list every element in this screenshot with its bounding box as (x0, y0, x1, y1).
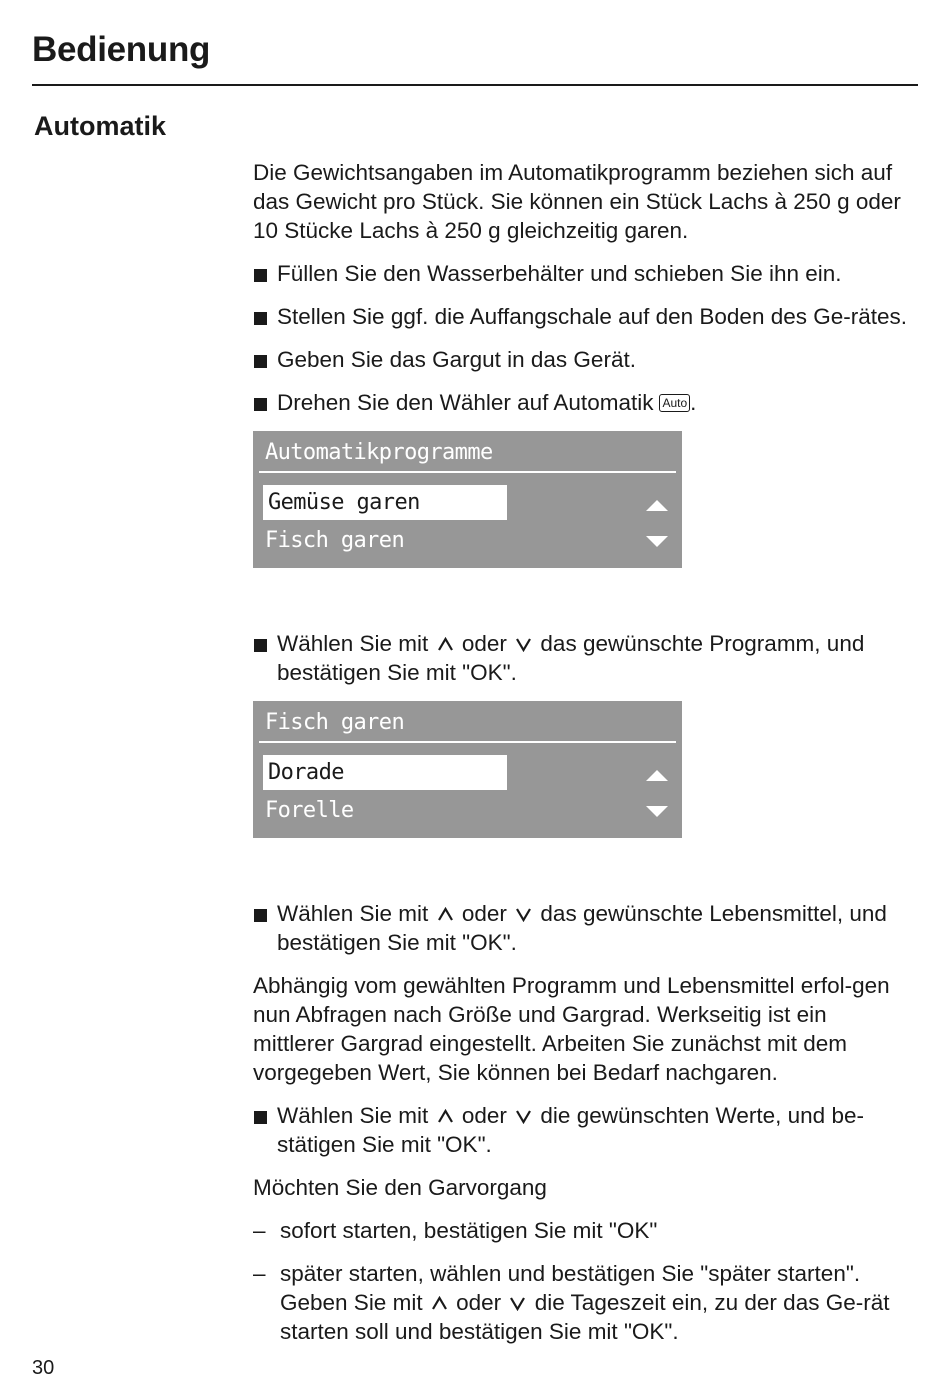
display-next-item: Fisch garen (265, 528, 405, 553)
display-title: Fisch garen (265, 710, 405, 735)
text-segment: Wählen Sie mit (277, 901, 429, 926)
display-food-list (253, 701, 682, 838)
step-fill-water: Füllen Sie den Wasserbehälter und schieben Sie ihn ein. (253, 259, 913, 288)
chevron-up-icon (437, 637, 454, 652)
page-header-title: Bedienung (32, 30, 211, 69)
section-title: Automatik (34, 111, 167, 141)
turn-dial-end: . (690, 390, 697, 415)
chevron-down-icon (515, 1109, 532, 1124)
header-divider (32, 84, 918, 86)
option-start-later (253, 1259, 913, 1346)
text-segment: oder (456, 1290, 502, 1315)
triangle-up-icon (646, 499, 668, 511)
step-choose-food (253, 899, 913, 957)
text-segment: die gewünschten Werte, und be-stätigen Sie mit "OK". (277, 1103, 864, 1157)
display-program-list (253, 431, 682, 568)
start-question: Möchten Sie den Garvorgang (253, 1175, 547, 1200)
step-drip-tray: Stellen Sie ggf. die Auffangschale auf den Boden des Ge-rätes. (253, 302, 913, 331)
chevron-up-icon (431, 1296, 448, 1311)
display-selected-item: Dorade (263, 755, 507, 790)
text-segment: oder (461, 901, 507, 926)
intro-paragraph: Die Gewichtsangaben im Automatikprogramm beziehen sich auf das Gewicht pro Stück. Sie können ein Stück Lachs à 250 g oder 10 Stücke Lachs à 250 g gleichzeitig garen. (253, 160, 901, 243)
step-choose-program (253, 629, 913, 687)
text-segment: Wählen Sie mit (277, 1103, 429, 1128)
text-segment: später starten, wählen und bestätigen Sie "später starten". Geben Sie mit (280, 1261, 861, 1315)
content-column (253, 158, 913, 1360)
chevron-down-icon (509, 1296, 526, 1311)
chevron-down-icon (515, 907, 532, 922)
display-next-item: Forelle (265, 798, 354, 823)
page-number: 30 (32, 1357, 55, 1379)
display-title: Automatikprogramme (265, 440, 493, 465)
option-start-now: – sofort starten, bestätigen Sie mit "OK" (253, 1216, 913, 1245)
triangle-down-icon (646, 536, 668, 548)
turn-dial-text: Drehen Sie den Wähler auf Automatik (277, 390, 654, 415)
display-divider (259, 471, 676, 473)
chevron-up-icon (437, 1109, 454, 1124)
triangle-up-icon (646, 769, 668, 781)
text-segment: das gewünschte Programm, und bestätigen Sie mit "OK". (277, 631, 865, 685)
display-divider (259, 741, 676, 743)
auto-mode-icon: Auto (659, 394, 690, 412)
triangle-down-icon (646, 806, 668, 818)
text-segment: die Tageszeit ein, zu der das Ge-rät starten soll und bestätigen Sie mit "OK". (280, 1290, 890, 1344)
text-segment: das gewünschte Lebensmittel, und bestätigen Sie mit "OK". (277, 901, 887, 955)
chevron-down-icon (515, 637, 532, 652)
queries-paragraph: Abhängig vom gewählten Programm und Lebensmittel erfol-gen nun Abfragen nach Größe und Gargrad. Werkseitig ist ein mittlerer Gargrad eingestellt. Arbeiten Sie zunächst mit dem vorgegeben Wert, Sie können bei Bedarf nachgaren. (253, 973, 890, 1085)
text-segment: oder (461, 631, 507, 656)
display-selected-item: Gemüse garen (263, 485, 507, 520)
text-segment: oder (461, 1103, 507, 1128)
step-choose-values (253, 1101, 913, 1159)
chevron-up-icon (437, 907, 454, 922)
text-segment: Wählen Sie mit (277, 631, 429, 656)
step-turn-dial (253, 388, 913, 417)
step-insert-food: Geben Sie das Gargut in das Gerät. (253, 345, 913, 374)
